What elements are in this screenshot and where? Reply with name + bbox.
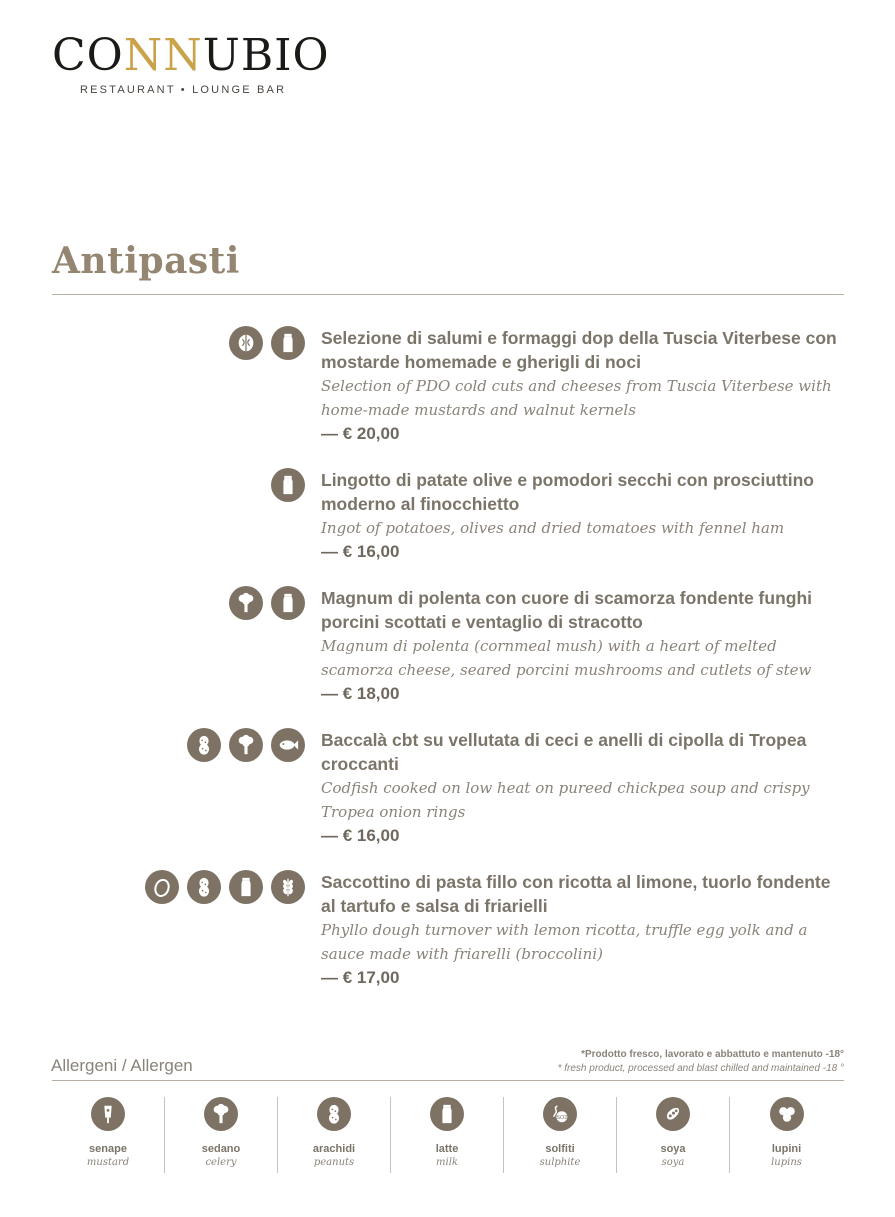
item-allergen-icons: [271, 468, 305, 502]
item-description: Phyllo dough turnover with lemon ricotta, truffle egg yolk and a sauce made with friarelli (broccolini): [321, 921, 808, 963]
brand-logo: [52, 30, 330, 96]
legend-label-it: lupini: [771, 1143, 802, 1155]
legend-item-celery: [165, 1097, 278, 1173]
legend-label-en: sulphite: [539, 1157, 581, 1168]
peanut-icon: [187, 728, 221, 762]
item-price: — € 18,00: [321, 684, 400, 703]
legend-label-en: milk: [436, 1157, 458, 1168]
wheat-icon: [271, 870, 305, 904]
section-divider: [52, 294, 844, 295]
sulphite-icon: [543, 1097, 577, 1131]
legend-label-it: solfiti: [545, 1143, 575, 1155]
celery-icon: [229, 586, 263, 620]
legend-label-it: senape: [89, 1143, 127, 1155]
legend-item-milk: [391, 1097, 504, 1173]
item-allergen-icons: [145, 870, 305, 904]
item-description: Selection of PDO cold cuts and cheeses from Tuscia Viterbese with home-made mustards and walnut kernels: [321, 377, 832, 419]
lupin-icon: [770, 1097, 804, 1131]
legend-label-en: peanuts: [313, 1157, 355, 1168]
soya-icon: [656, 1097, 690, 1131]
legend-label-it: soya: [660, 1143, 686, 1155]
allergen-title: Allergeni / Allergen: [51, 1056, 193, 1075]
item-price: — € 16,00: [321, 542, 400, 561]
milk-icon: [271, 586, 305, 620]
celery-icon: [229, 728, 263, 762]
item-description: Codfish cooked on low heat on pureed chickpea soup and crispy Tropea onion rings: [321, 779, 810, 821]
walnut-icon: [229, 326, 263, 360]
mustard-icon: [91, 1097, 125, 1131]
item-allergen-icons: [187, 728, 305, 762]
item-title: Selezione di salumi e formaggi dop della Tuscia Viterbese con mostarde homemade e gherigli di noci: [321, 328, 837, 372]
legend-label-en: mustard: [86, 1157, 130, 1168]
allergen-legend: [52, 1097, 844, 1173]
legend-label-en: soya: [661, 1157, 685, 1168]
item-allergen-icons: [229, 326, 305, 360]
brand-wordmark: CONNUBIO: [52, 30, 330, 81]
item-price: — € 20,00: [321, 424, 400, 443]
section-title: Antipasti: [52, 240, 240, 282]
celery-icon: [204, 1097, 238, 1131]
item-description: Ingot of potatoes, olives and dried tomatoes with fennel ham: [321, 519, 785, 537]
legend-item-mustard: [52, 1097, 165, 1173]
item-allergen-icons: [229, 586, 305, 620]
egg-icon: [145, 870, 179, 904]
allergen-divider: [52, 1080, 844, 1081]
item-title: Lingotto di patate olive e pomodori secchi con prosciuttino moderno al finocchietto: [321, 470, 814, 514]
legend-item-soya: [617, 1097, 730, 1173]
legend-label-en: celery: [205, 1157, 237, 1168]
item-price: — € 16,00: [321, 826, 400, 845]
peanut-icon: [187, 870, 221, 904]
legend-label-it: sedano: [201, 1143, 241, 1155]
legend-item-lupins: [730, 1097, 843, 1173]
freshness-note-it: *Prodotto fresco, lavorato e abbattuto e mantenuto -18°: [581, 1049, 844, 1060]
item-title: Baccalà cbt su vellutata di ceci e anelli di cipolla di Tropea croccanti: [321, 730, 807, 774]
legend-label-it: latte: [435, 1143, 459, 1155]
legend-item-sulphite: [504, 1097, 617, 1173]
milk-icon: [271, 326, 305, 360]
milk-icon: [229, 870, 263, 904]
item-description: Magnum di polenta (cornmeal mush) with a heart of melted scamorza cheese, seared porcini mushrooms and cutlets of stew: [321, 637, 812, 679]
milk-icon: [271, 468, 305, 502]
brand-mark: NN: [123, 30, 203, 81]
milk-icon: [430, 1097, 464, 1131]
peanut-icon: [317, 1097, 351, 1131]
svg-text:SO2: SO2: [556, 1115, 568, 1122]
legend-item-peanuts: [278, 1097, 391, 1173]
legend-label-en: lupins: [771, 1157, 802, 1168]
legend-label-it: arachidi: [312, 1143, 356, 1155]
item-title: Magnum di polenta con cuore di scamorza fondente funghi porcini scottati e ventaglio di stracotto: [321, 588, 812, 632]
item-price: — € 17,00: [321, 968, 400, 987]
item-title: Saccottino di pasta fillo con ricotta al limone, tuorlo fondente al tartufo e salsa di friarielli: [321, 872, 831, 916]
brand-tagline: RESTAURANT • LOUNGE BAR: [80, 84, 287, 96]
freshness-note-en: * fresh product, processed and blast chilled and maintained -18 °: [557, 1063, 844, 1074]
fish-icon: [271, 728, 305, 762]
